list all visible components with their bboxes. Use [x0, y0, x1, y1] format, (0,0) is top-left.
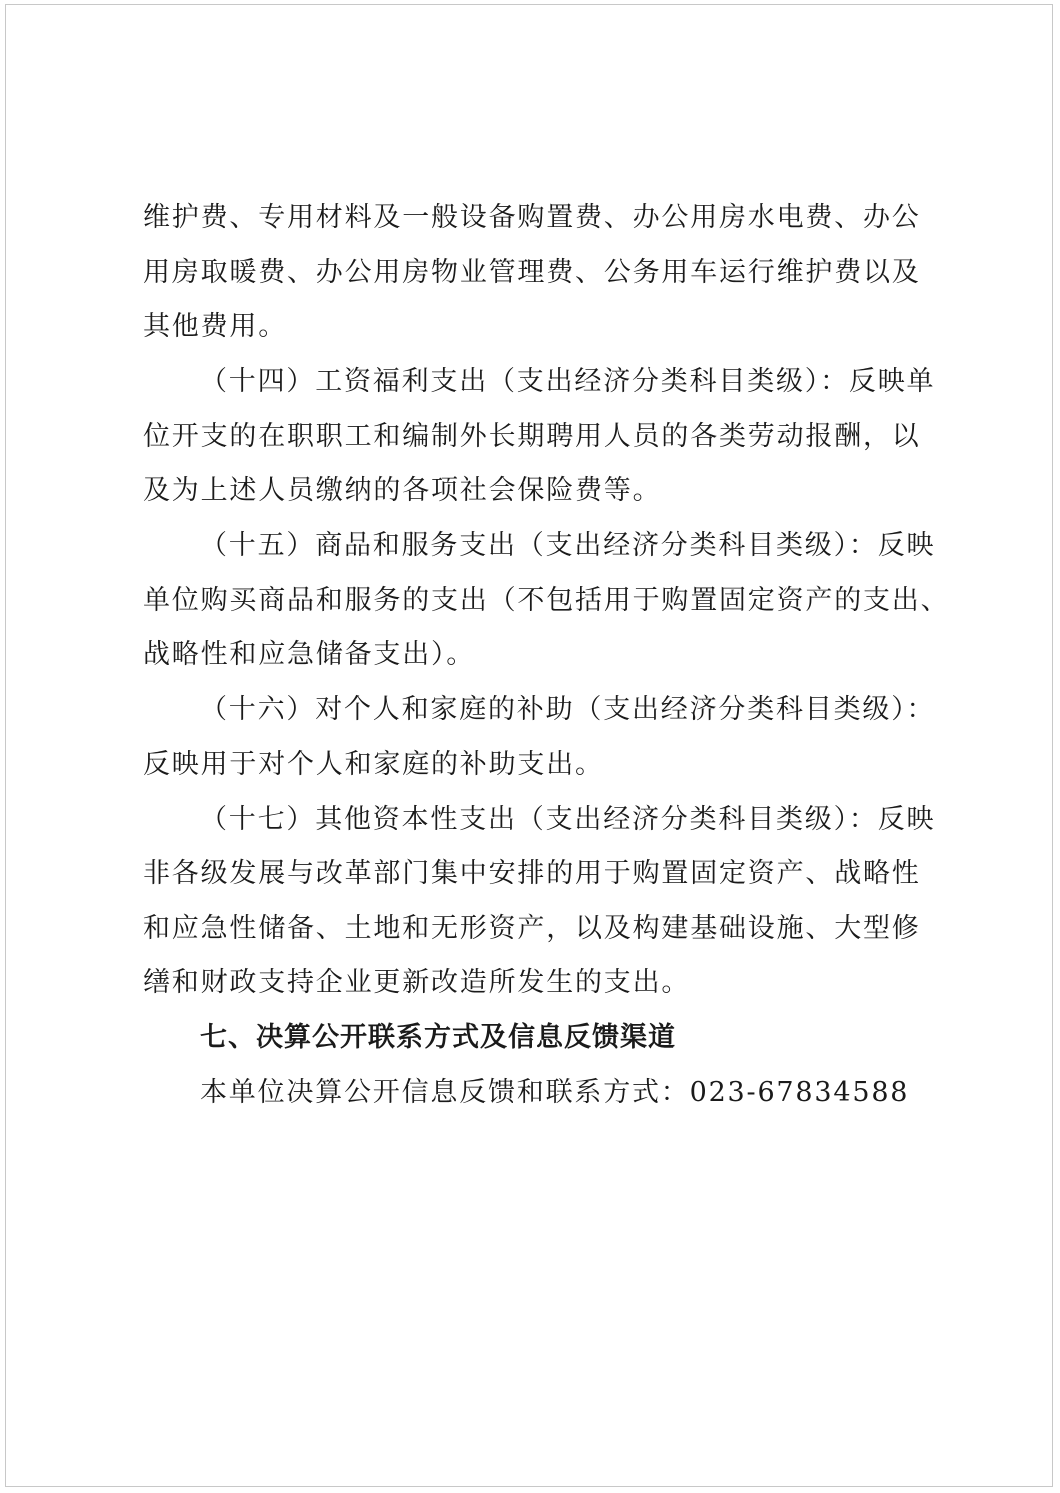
paragraph-line: （十四）工资福利支出（支出经济分类科目类级）：反映单	[200, 366, 936, 397]
paragraph-line: 缮和财政支持企业更新改造所发生的支出。	[143, 967, 691, 998]
paragraph-line: （十五）商品和服务支出（支出经济分类科目类级）：反映	[200, 530, 936, 561]
paragraph-line: 位开支的在职职工和编制外长期聘用人员的各类劳动报酬，以	[143, 421, 921, 452]
paragraph-line: 其他费用。	[143, 311, 287, 342]
contact-line: 本单位决算公开信息反馈和联系方式：023-67834588	[200, 1077, 910, 1108]
paragraph-line: （十六）对个人和家庭的补助（支出经济分类科目类级）：	[200, 694, 936, 725]
paragraph-line: 战略性和应急储备支出）。	[143, 639, 476, 670]
paragraph-line: （十七）其他资本性支出（支出经济分类科目类级）：反映	[200, 804, 936, 835]
paragraph-line: 用房取暖费、办公用房物业管理费、公务用车运行维护费以及	[143, 257, 921, 288]
section-heading: 七、决算公开联系方式及信息反馈渠道	[200, 1022, 676, 1053]
paragraph-line: 非各级发展与改革部门集中安排的用于购置固定资产、战略性	[143, 858, 921, 889]
paragraph-line: 维护费、专用材料及一般设备购置费、办公用房水电费、办公	[143, 202, 921, 233]
paragraph-line: 和应急性储备、土地和无形资产，以及构建基础设施、大型修	[143, 913, 921, 944]
paragraph-line: 单位购买商品和服务的支出（不包括用于购置固定资产的支出、	[143, 585, 950, 616]
paragraph-line: 反映用于对个人和家庭的补助支出。	[143, 749, 604, 780]
paragraph-line: 及为上述人员缴纳的各项社会保险费等。	[143, 475, 662, 506]
